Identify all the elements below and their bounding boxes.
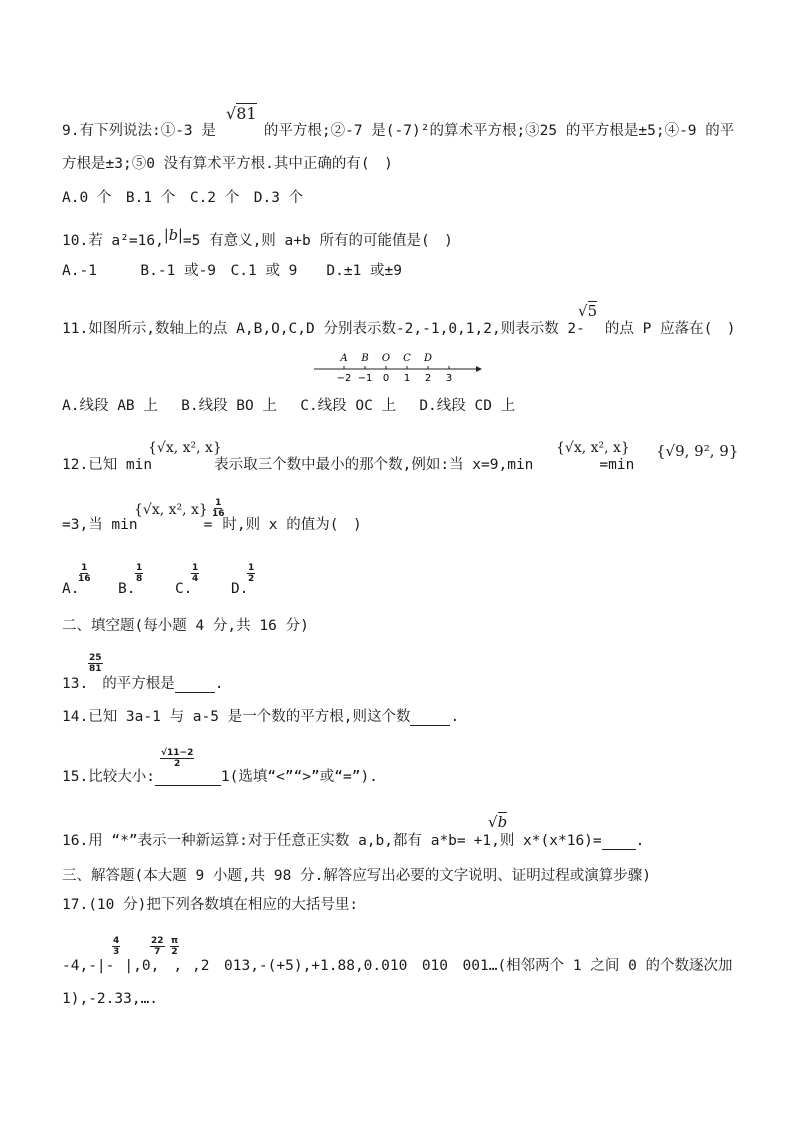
q9-line1: [62, 122, 734, 140]
q12-option-c-label: C.: [175, 581, 193, 597]
q15-suffix: 1(选填“<”“>”或“=”).: [220, 769, 378, 785]
q14-answer-blank[interactable]: [410, 711, 450, 726]
q13-text: 的平方根是: [102, 676, 175, 692]
q9-prefix: 9.有下列说法:①-3 是: [62, 123, 216, 139]
number-line-tick-label: 3: [445, 373, 453, 384]
q12-equals: =: [203, 517, 213, 533]
q12-option-a-label: A.: [62, 581, 80, 597]
q15-prefix: 15.比较大小:: [62, 769, 155, 785]
q15-stem: [62, 768, 378, 786]
q12-line2-prefix: =3,当 min: [62, 517, 138, 533]
q9-statements: 的平方根;②-7 是(-7)²的算术平方根;③25 的平方根是±5;④-9 的平: [263, 123, 735, 139]
q12-option-d-fraction: $\frac{1}{2}$: [248, 563, 255, 584]
q12-eq-min: =min: [599, 457, 635, 473]
q12-option-b-fraction: $\frac{1}{8}$: [136, 563, 143, 584]
number-line-tick-label: 1: [403, 373, 411, 384]
q13-fraction-25-81: $\frac{25}{81}$: [89, 653, 102, 674]
q12-option-b-label: B.: [118, 581, 136, 597]
q11-prefix: 11.如图所示,数轴上的点 A,B,O,C,D 分别表示数-2,-1,0,1,2,则表示数 2-: [62, 321, 585, 337]
q12-definition: 表示取三个数中最小的那个数,例如:当 x=9,min: [214, 457, 534, 473]
q15-answer-blank[interactable]: [155, 771, 221, 786]
q11-suffix: 的点 P 应落在( ): [604, 321, 736, 337]
q12-line2-suffix: 时,则 x 的值为( ): [222, 517, 362, 533]
radical-sign-icon: √: [488, 813, 498, 831]
q16-middle: +1,则 x*(x*16)=: [473, 833, 602, 849]
arrow-right-icon: [476, 366, 482, 372]
q10-options: A.-1 B.-1 或-9 C.1 或 9 D.±1 或±9: [62, 263, 403, 279]
q16-prefix: 16.用 “*”表示一种新运算:对于任意正实数 a,b,都有 a*b=: [62, 833, 466, 849]
q17-fraction-4-3: $\frac{4}{3}$: [113, 936, 120, 957]
q9-options: A.0 个 B.1 个 C.2 个 D.3 个: [62, 190, 304, 206]
q13-stem: 13. 的平方根是 .: [62, 676, 224, 692]
q11-options: A.线段 AB 上 B.线段 BO 上 C.线段 OC 上 D.线段 CD 上: [62, 398, 516, 414]
number-line-point-label: D: [423, 353, 433, 364]
q10-prefix: 10.若 a²=16,: [62, 233, 164, 249]
q10-suffix: =5 有意义,则 a+b 所有的可能值是( ): [182, 233, 453, 249]
q17-fraction-22-7: $\frac{22}{7}$: [151, 936, 164, 957]
radical-sign-icon: √: [578, 302, 588, 320]
number-line-tick-label: −1: [357, 373, 373, 384]
q12-fraction-1-16: $\frac{1}{16}$: [212, 498, 225, 519]
q12-option-d-label: D.: [231, 581, 249, 597]
number-line-figure: [312, 350, 484, 384]
q12-option-c-fraction: $\frac{1}{4}$: [192, 563, 199, 584]
q12-set-1: {√x, x², x}: [148, 440, 222, 456]
number-line-tick-label: 0: [382, 373, 390, 384]
q9-sqrt-81: √81: [226, 104, 257, 123]
radical-sign-icon: √: [226, 104, 237, 123]
section-3-heading: 三、解答题(本大题 9 小题,共 98 分.解答应写出必要的文字说明、证明过程或演算步骤): [62, 868, 652, 884]
q9-line2: 方根是±3;⑤0 没有算术平方根.其中正确的有( ): [62, 156, 393, 172]
q17-fraction-pi-2: $\frac{\pi}{2}$: [171, 936, 179, 957]
section-2-heading: 二、填空题(每小题 4 分,共 16 分): [62, 618, 309, 634]
q15-fraction: $\frac{√11-2}{2}$: [161, 748, 194, 769]
q17-numbers-line2: 1),-2.33,….: [62, 991, 159, 1007]
q16-answer-blank[interactable]: [602, 835, 636, 850]
q14-text: 14.已知 3a-1 与 a-5 是一个数的平方根,则这个数: [62, 709, 411, 725]
number-line-tick-label: −2: [336, 373, 352, 384]
number-line-point-label: O: [381, 353, 391, 364]
q17-title: 17.(10 分)把下列各数填在相应的大括号里:: [62, 897, 359, 913]
q12-set-4: {√x, x², x}: [134, 502, 208, 518]
number-line-point-label: B: [361, 353, 369, 364]
q12-line1: [62, 456, 634, 474]
q11-stem: [62, 320, 736, 338]
q16-sqrt-b: √b: [488, 813, 508, 831]
q16-stem: 16.用 “*”表示一种新运算:对于任意正实数 a,b,都有 a*b= +1,则 x*(x*16)= .: [62, 833, 645, 849]
number-line-point-label: C: [403, 353, 411, 364]
q12-option-a-fraction: $\frac{1}{16}$: [78, 563, 91, 584]
q12-prefix: 12.已知 min: [62, 457, 153, 473]
q17-numbers-line1: -4,-|- |,0, , ,2 013,-(+5),+1.88,0.010 010 001…(相邻两个 1 之间 0 的个数逐次加: [62, 958, 733, 974]
q12-set-2: {√x, x², x}: [556, 440, 630, 456]
q14-stem: 14.已知 3a-1 与 a-5 是一个数的平方根,则这个数 .: [62, 709, 460, 725]
q10-abs-b: |b|: [163, 228, 183, 244]
number-line-point-label: A: [340, 353, 348, 364]
number-line-tick-label: 2: [424, 373, 432, 384]
q11-sqrt-5: √5: [578, 302, 598, 320]
q13-answer-blank[interactable]: [175, 678, 215, 693]
q10-stem: [62, 228, 453, 250]
q13-number: 13.: [62, 676, 89, 692]
q12-set-3: {√9, 9², 9}: [656, 442, 739, 460]
